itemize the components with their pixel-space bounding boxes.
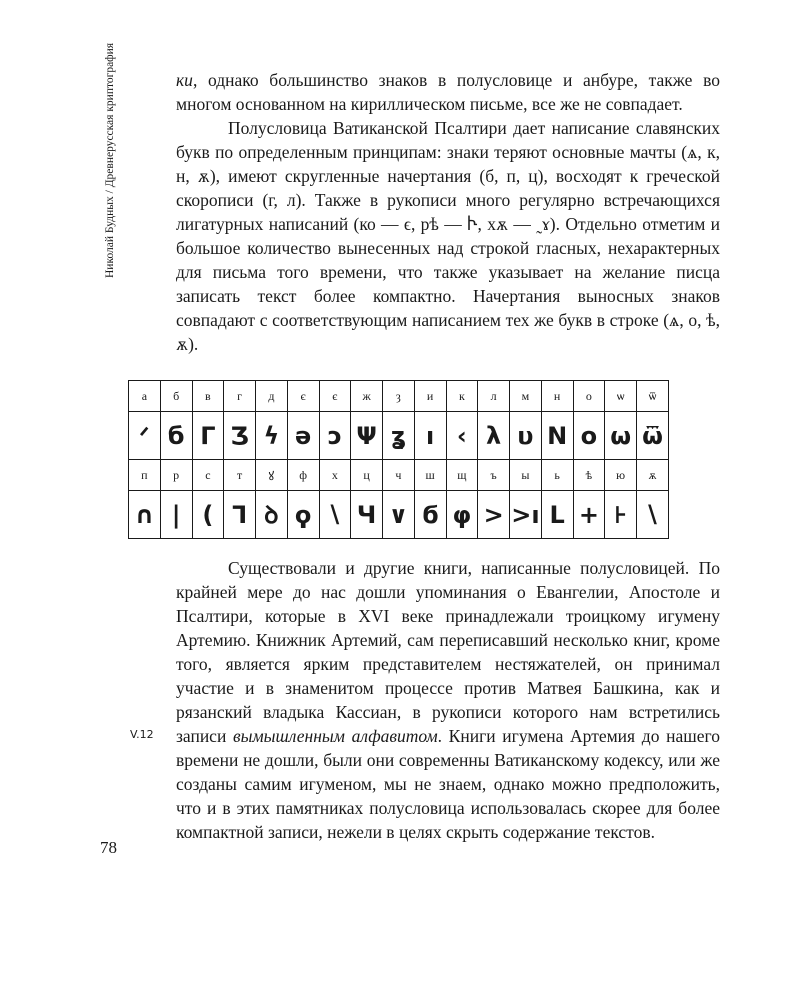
glyph-cell-label: в: [192, 381, 224, 412]
glyph-cell-label: к: [446, 381, 478, 412]
glyph-cell-glyph: ϙ: [287, 491, 319, 539]
glyph-cell-label: ю: [605, 460, 637, 491]
glyph-cell-label: б: [160, 381, 192, 412]
paragraph-3: [176, 556, 720, 844]
glyph-cell-label: ш: [414, 460, 446, 491]
running-title: [104, 42, 118, 278]
glyph-table-row-labels-2: [129, 460, 669, 491]
glyph-cell-glyph: ω: [605, 412, 637, 460]
glyph-cell-glyph: >ı: [510, 491, 542, 539]
glyph-cell-glyph: >: [478, 491, 510, 539]
glyph-cell-label: г: [224, 381, 256, 412]
paragraph-1-text: , однако большинство знаков в полусловице и анбуре, также во многом основанном на кириллическом письме, все же не совпадает.: [176, 70, 720, 114]
glyph-cell-glyph: Γ: [192, 412, 224, 460]
glyph-cell-glyph: б: [160, 412, 192, 460]
paragraph-3-italic: вымышленным алфавитом: [233, 726, 438, 746]
glyph-cell-glyph: Ч: [351, 491, 383, 539]
glyph-cell-glyph: N: [541, 412, 573, 460]
glyph-cell-label: ѣ: [573, 460, 605, 491]
glyph-table: [128, 380, 669, 539]
glyph-cell-glyph: Ψ: [351, 412, 383, 460]
glyph-cell-label: и: [414, 381, 446, 412]
glyph-cell-label: ѫ: [637, 460, 669, 491]
glyph-cell-label: л: [478, 381, 510, 412]
glyph-cell-glyph: ᒣ: [224, 491, 256, 539]
glyph-cell-label: є: [287, 381, 319, 412]
glyph-cell-label: ѡ: [605, 381, 637, 412]
glyph-cell-glyph: ᐟ: [129, 412, 161, 460]
glyph-cell-label: щ: [446, 460, 478, 491]
glyph-cell-glyph: L: [541, 491, 573, 539]
glyph-cell-label: а: [129, 381, 161, 412]
paragraph-3-rest: . Книги игумена Артемия до нашего времени не дошли, были они современны Ватиканскому кодексу, или же созданы самим игуменом, мы не знаем, однако можно предположить, что и в этих памятниках полусловица использовалась скорее для более компактной записи, нежели в целях скрыть содержание текстов.: [176, 726, 720, 842]
glyph-cell-glyph: ɔ: [319, 412, 351, 460]
body-text-bottom: [176, 556, 720, 844]
glyph-cell-glyph: ı: [414, 412, 446, 460]
glyph-cell-label: ч: [383, 460, 415, 491]
paragraph-1: [176, 68, 720, 116]
glyph-cell-label: є: [319, 381, 351, 412]
margin-note: V.12: [130, 728, 154, 741]
glyph-cell-label: т: [224, 460, 256, 491]
glyph-table-row-labels-1: [129, 381, 669, 412]
glyph-table-row-glyphs-1: [129, 412, 669, 460]
glyph-cell-label: н: [541, 381, 573, 412]
glyph-cell-label: м: [510, 381, 542, 412]
glyph-cell-glyph: φ: [446, 491, 478, 539]
glyph-cell-glyph: ∖: [637, 491, 669, 539]
body-text-top: [176, 68, 720, 356]
glyph-cell-label: ж: [351, 381, 383, 412]
glyph-table-row-glyphs-2: [129, 491, 669, 539]
running-title-text: Николай Будных / Древнерусская криптография: [104, 42, 116, 278]
glyph-cell-glyph: ϟ: [256, 412, 288, 460]
glyph-cell-glyph: ⊦: [605, 491, 637, 539]
glyph-cell-label: ь: [541, 460, 573, 491]
glyph-cell-glyph: ѿ: [637, 412, 669, 460]
glyph-cell-label: ѿ: [637, 381, 669, 412]
glyph-cell-glyph: ꝺ: [256, 491, 288, 539]
glyph-cell-label: ц: [351, 460, 383, 491]
glyph-cell-label: ы: [510, 460, 542, 491]
glyph-cell-label: о: [573, 381, 605, 412]
glyph-cell-glyph: υ: [510, 412, 542, 460]
glyph-cell-glyph: ‹: [446, 412, 478, 460]
page-number: 78: [100, 838, 117, 857]
glyph-cell-glyph: λ: [478, 412, 510, 460]
glyph-cell-glyph: +: [573, 491, 605, 539]
glyph-cell-label: х: [319, 460, 351, 491]
glyph-cell-glyph: ə: [287, 412, 319, 460]
glyph-cell-label: ȝ: [383, 381, 415, 412]
glyph-cell-glyph: ∖: [319, 491, 351, 539]
glyph-cell-glyph: |: [160, 491, 192, 539]
glyph-cell-glyph: ϭ: [414, 491, 446, 539]
glyph-cell-glyph: Ʒ: [224, 412, 256, 460]
glyph-cell-label: п: [129, 460, 161, 491]
paragraph-3-text: Существовали и другие книги, написанные полусловицей. По крайней мере до нас дошли упоминания о Евангелии, Апостоле и Псалтири, которые в XVI веке принадлежали троицкому игумену Артемию. Книжник Артемий, сам переписавший несколько книг, кроме того, является ярким представителем нестяжателей, он принимал участие и в знаменитом процессе против Матвея Башкина, как и рязанский владыка Кассиан, в рукописи которого нам встретились записи: [176, 558, 720, 746]
glyph-cell-glyph: (: [192, 491, 224, 539]
glyph-cell-glyph: o: [573, 412, 605, 460]
glyph-cell-label: р: [160, 460, 192, 491]
glyph-cell-glyph: ∩: [129, 491, 161, 539]
glyph-cell-label: д: [256, 381, 288, 412]
glyph-cell-label: с: [192, 460, 224, 491]
glyph-cell-label: ъ: [478, 460, 510, 491]
paragraph-2: Полусловица Ватиканской Псалтири дает написание славянских букв по определенным принципам: знаки теряют основные мачты (ѧ, к, н, ѫ), имеют скругленные начертания (б, п, ц), восходят к греческой скорописи (г, л). Также в рукописи много регулярно встречающихся лигатурных написаний (ко — ϵ, рѣ — Ⴡ, хѫ — ˷ɤ). Отдельно отметим и большое количество вынесенных над строкой гласных, нехарактерных для письма того времени, что также указывает на желание писца записать текст более компактно. Начертания выносных знаков совпадают с соответствующим написанием тех же букв в строке (ѧ, о, ѣ, ѫ).: [176, 118, 720, 354]
paragraph-1-italic: ки: [176, 70, 193, 90]
glyph-cell-label: ф: [287, 460, 319, 491]
glyph-cell-label: ꙋ: [256, 460, 288, 491]
glyph-cell-glyph: ∨: [383, 491, 415, 539]
glyph-cell-glyph: ʓ: [383, 412, 415, 460]
